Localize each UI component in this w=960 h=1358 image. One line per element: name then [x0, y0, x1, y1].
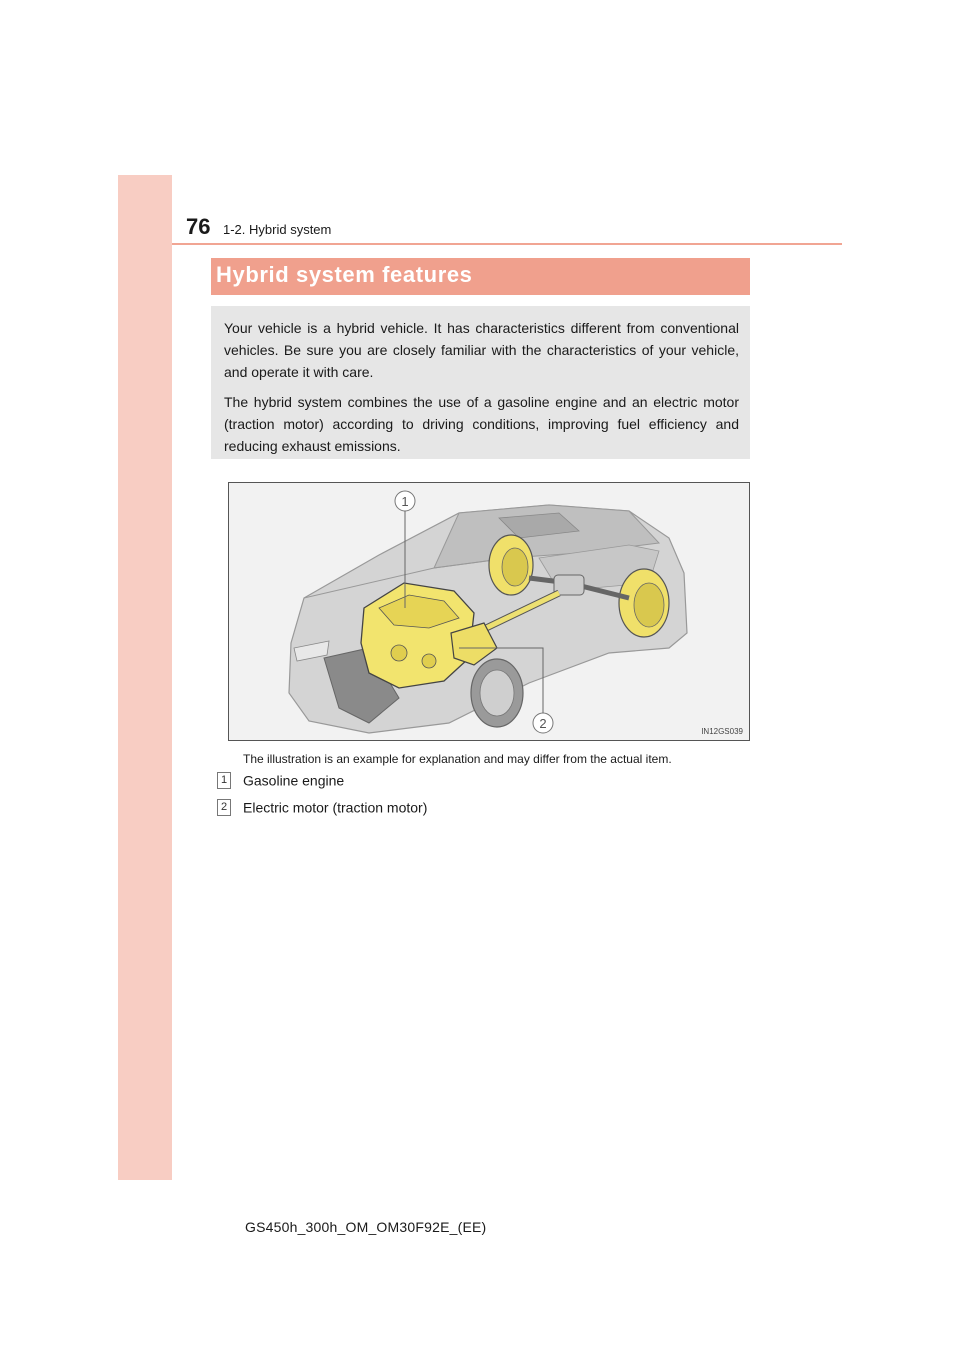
- intro-paragraph-1: Your vehicle is a hybrid vehicle. It has characteristics different from conventional vehicles. Be sure you are closely familiar with the characteristics of your vehicle, and operate it with care.: [224, 320, 739, 380]
- hybrid-system-illustration: [228, 482, 750, 741]
- car-illustration: [229, 483, 750, 741]
- page-number: 76: [186, 214, 211, 239]
- rear-right-wheel-rim: [634, 583, 664, 627]
- legend-item-gasoline-engine: [217, 771, 344, 789]
- rear-left-wheel-rim: [502, 548, 528, 586]
- page-title: Hybrid system features: [216, 262, 473, 287]
- front-wheel-rim: [480, 670, 514, 716]
- section-label: 1-2. Hybrid system: [223, 222, 332, 237]
- intro-paragraph-2: The hybrid system combines the use of a gasoline engine and an electric motor (traction motor) according to driving conditions, improving fuel efficiency and reducing exhaust emissions.: [224, 394, 739, 454]
- callout-1-label: 1: [401, 494, 409, 509]
- legend-number-1: 1: [217, 772, 231, 789]
- engine-part: [422, 654, 436, 668]
- legend-item-electric-motor: [217, 798, 427, 816]
- header-rule: [172, 243, 842, 245]
- legend-number-2: 2: [217, 799, 231, 816]
- legend-label-1: Gasoline engine: [243, 772, 345, 789]
- side-band: [118, 175, 172, 1180]
- figure-code: IN12GS039: [701, 727, 743, 736]
- figure-caption: The illustration is an example for explanation and may differ from the actual item.: [243, 752, 672, 766]
- intro-box: [211, 306, 750, 459]
- callout-2-label: 2: [539, 716, 547, 731]
- engine-part: [391, 645, 407, 661]
- title-bar: [211, 258, 750, 295]
- footer-document-code: GS450h_300h_OM_OM30F92E_(EE): [245, 1219, 487, 1235]
- legend-label-2: Electric motor (traction motor): [243, 799, 428, 816]
